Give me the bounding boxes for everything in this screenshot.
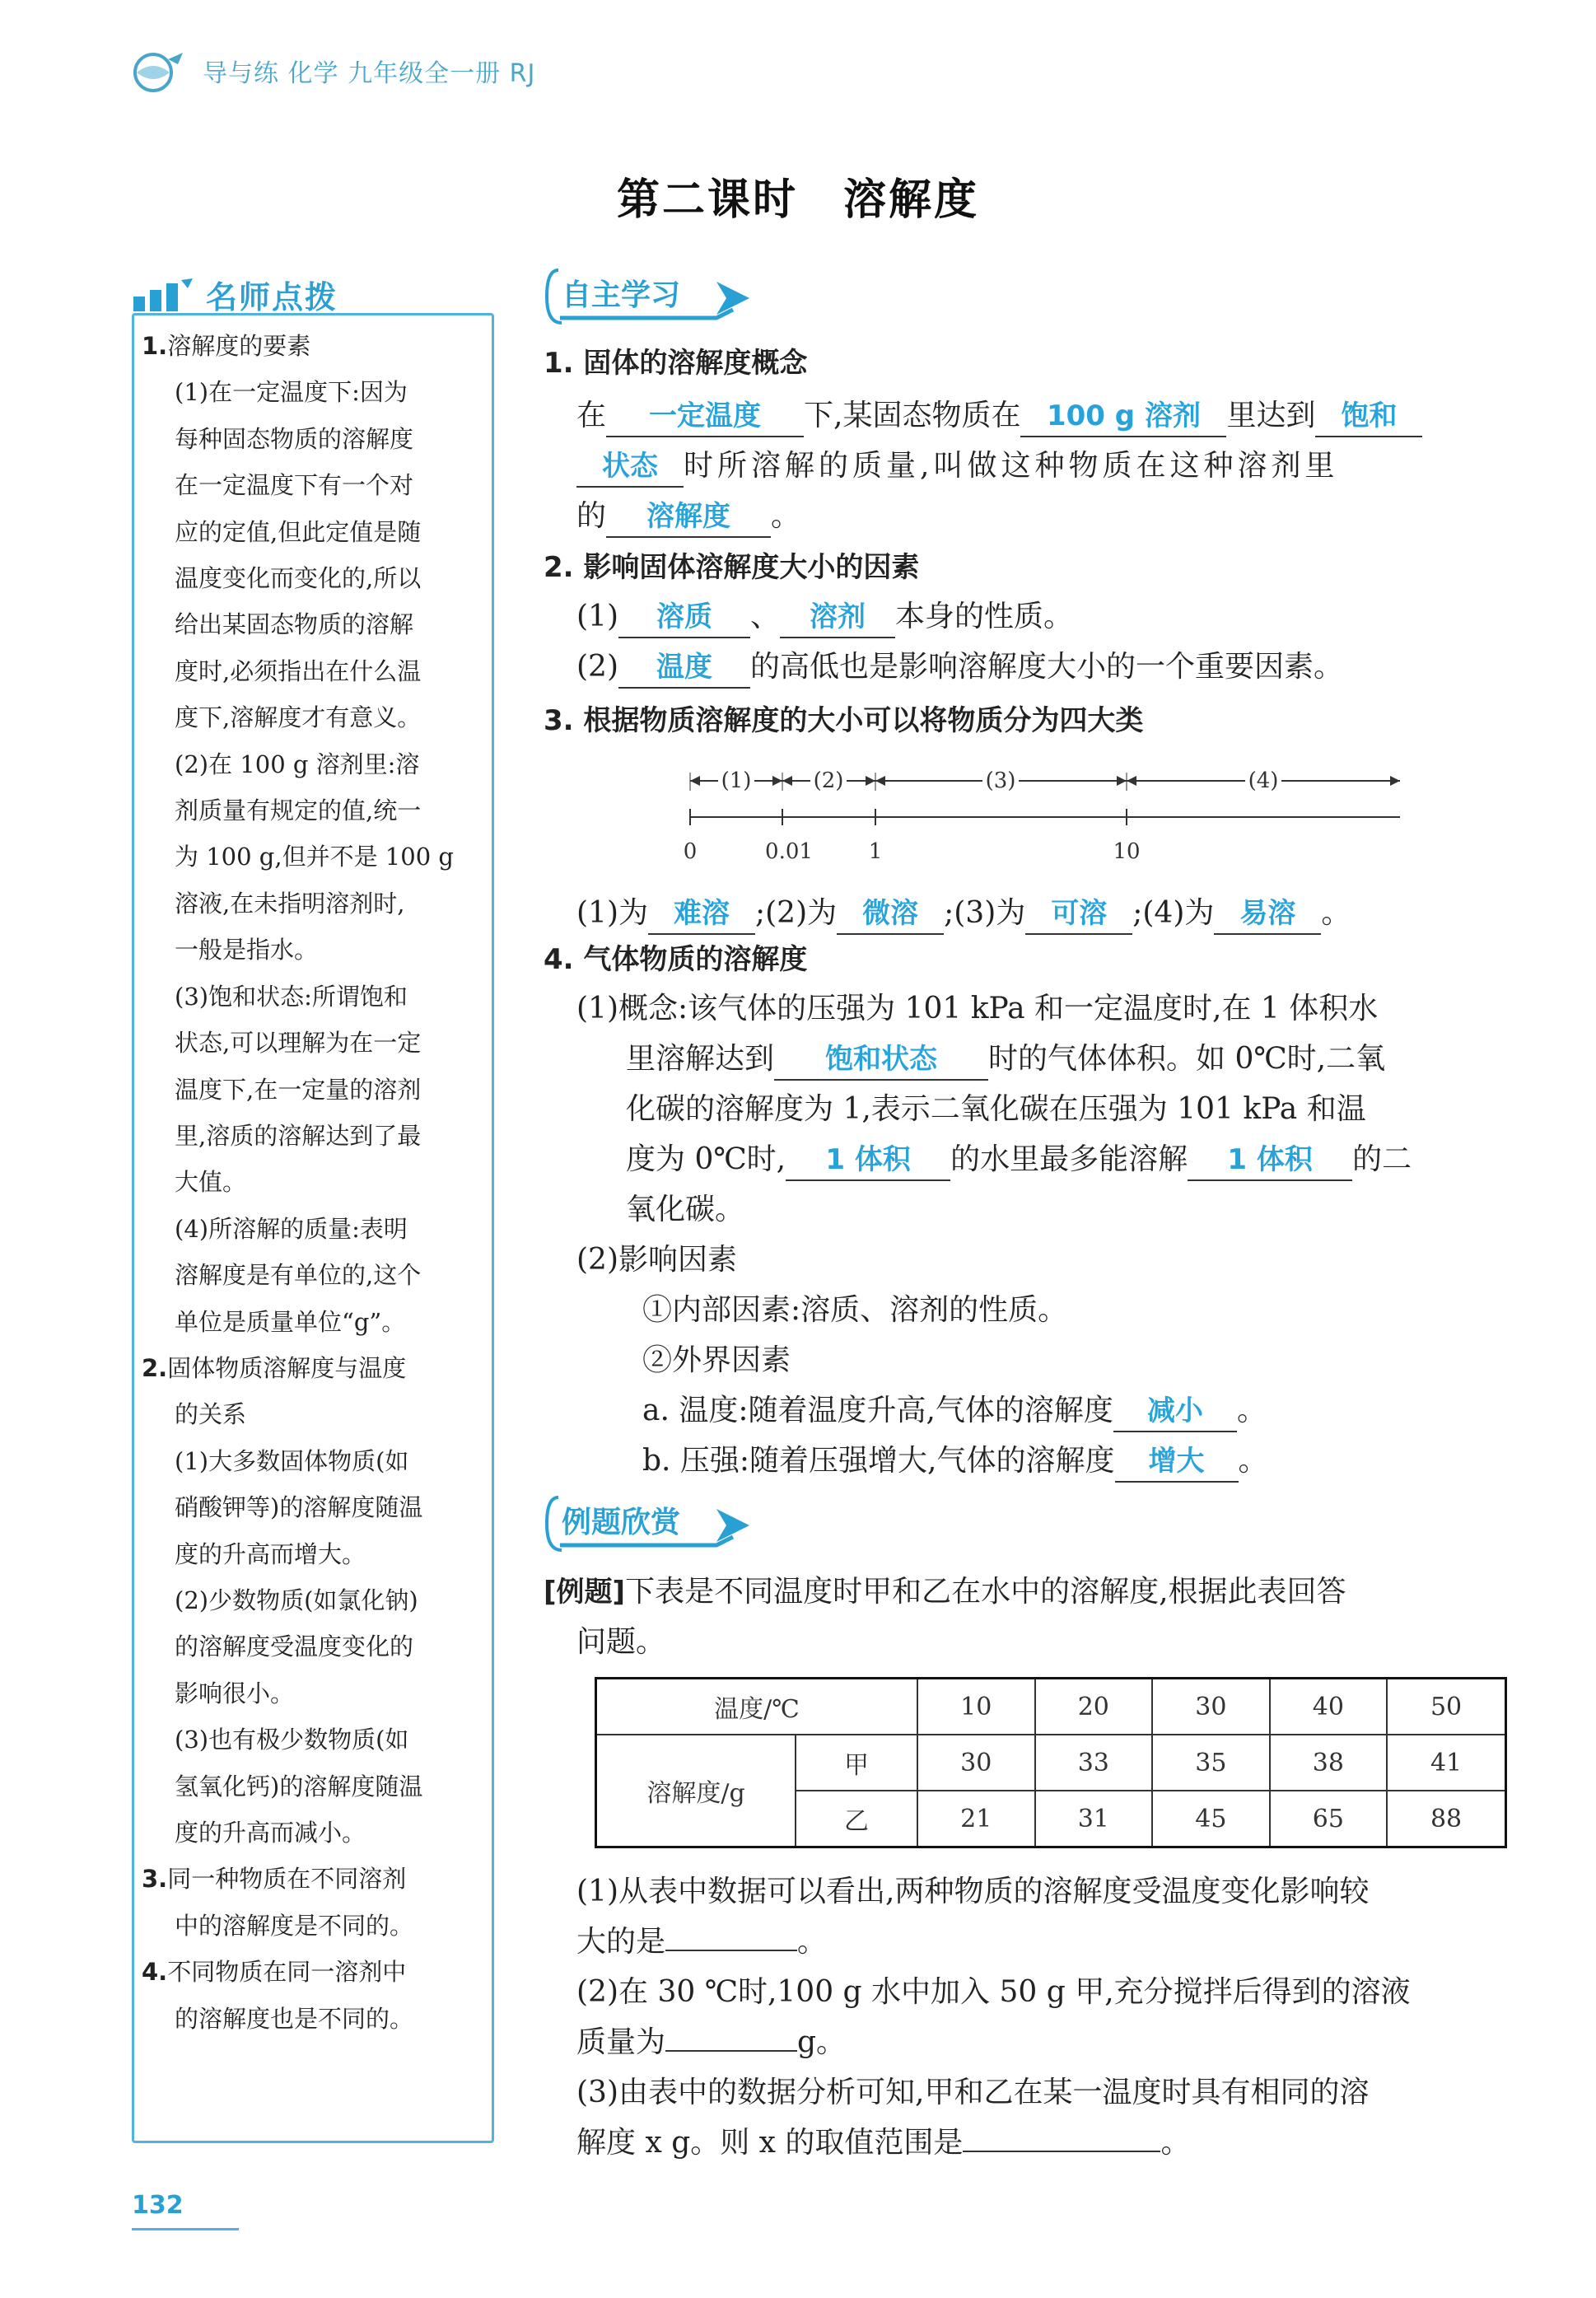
example-label: 例题欣赏 bbox=[562, 1506, 681, 1539]
table-cell: 33 bbox=[1035, 1735, 1153, 1791]
sidebar-line: 溶解度是有单位的,这个 bbox=[175, 1261, 422, 1290]
sidebar-line: 度的升高而增大。 bbox=[175, 1539, 366, 1568]
table-cell: 50 bbox=[1387, 1679, 1505, 1735]
sidebar-line: 在一定温度下有一个对 bbox=[175, 471, 414, 500]
sidebar-line: 3.同一种物质在不同溶剂 bbox=[142, 1865, 407, 1894]
sidebar-content bbox=[142, 323, 488, 2042]
example-tag bbox=[544, 1492, 758, 1555]
table-cell: 38 bbox=[1270, 1735, 1388, 1791]
sidebar-line: 影响很小。 bbox=[175, 1679, 295, 1707]
sidebar-line: 度下,溶解度才有意义。 bbox=[175, 703, 422, 732]
sidebar-line: 溶液,在未指明溶剂时, bbox=[175, 889, 405, 918]
page-title: 第二课时 溶解度 bbox=[616, 175, 979, 225]
sidebar-line: 硝酸钾等)的溶解度随温 bbox=[175, 1493, 423, 1522]
scale-label: (1) bbox=[721, 768, 752, 793]
question-4: 4. 气体物质的溶解度 (1)概念:该气体的压强为 101 kPa 和一定温度时,在 1 体积水 里溶解达到 饱和状态 时的气体体积。如 0℃时,二氧 化碳的溶解度为 1,表示二氧化碳在压强为 101 kPa 和温 度为 0℃时, 1 体积 的水里最多能溶解 1 体积 的二 氧化碳。 (2)影响因素 ①内部因素:溶质、溶剂的性质。 ②外界因素 a. 温度:随着温度升高,气体的溶解度 减小 。 b. 压强:随着压强增大,气体的溶解度 增大 。 bbox=[544, 936, 1515, 1486]
sidebar-line: 的关系 bbox=[175, 1400, 247, 1429]
answer-blank: 可溶 bbox=[1025, 894, 1132, 935]
sidebar-line: (2)少数物质(如氯化钠) bbox=[175, 1586, 418, 1614]
solubility-scale bbox=[675, 758, 1416, 873]
sidebar-line: (3)也有极少数物质(如 bbox=[175, 1726, 409, 1754]
scale-tick: 10 bbox=[1113, 839, 1141, 864]
table-cell: 30 bbox=[917, 1735, 1035, 1791]
scale-label: (4) bbox=[1248, 768, 1279, 793]
answer-blank: 难溶 bbox=[648, 894, 755, 935]
answer-blank[interactable] bbox=[963, 2118, 1160, 2152]
question-3-answers: (1)为 难溶 ;(2)为 微溶 ;(3)为 可溶 ;(4)为 易溶 。 bbox=[544, 888, 1515, 938]
question-1: 1. 固体的溶解度概念 在 一定温度 下,某固态物质在 100 g 溶剂 里达到 饱和 状态 时所溶解的质量,叫做这种物质在这种溶剂里 的 溶解度 。 bbox=[544, 339, 1515, 541]
sidebar-line: (2)在 100 g 溶剂里:溶 bbox=[175, 750, 420, 778]
example-subquestions: (1)从表中数据可以看出,两种物质的溶解度受温度变化影响较 大的是 。 (2)在 30 ℃时,100 g 水中加入 50 g 甲,充分搅拌后得到的溶液 质量为 g。 (3)由表中的数据分析可知,甲和乙在某一温度时具有相同的溶 解度 x g。则 x 的取值范围是 。 bbox=[576, 1875, 1411, 2160]
sidebar-line: 应的定值,但此定值是随 bbox=[175, 517, 422, 546]
self-study-tag bbox=[544, 265, 758, 328]
page-number-rule bbox=[132, 2228, 239, 2230]
scale-tick: 0.01 bbox=[765, 839, 813, 864]
sidebar-line: 氢氧化钙)的溶解度随温 bbox=[175, 1772, 423, 1801]
sidebar-line: 剂质量有规定的值,统一 bbox=[175, 796, 422, 825]
sidebar-line: (1)在一定温度下:因为 bbox=[175, 378, 408, 407]
table-header: 温度/℃ bbox=[596, 1679, 918, 1735]
sidebar-line: 1.溶解度的要素 bbox=[142, 332, 311, 360]
table-cell: 10 bbox=[917, 1679, 1035, 1735]
answer-blank[interactable] bbox=[665, 2017, 797, 2052]
page-number: 132 bbox=[132, 2191, 184, 2220]
sidebar-line: 温度变化而变化的,所以 bbox=[175, 564, 422, 593]
table-cell: 45 bbox=[1152, 1791, 1270, 1847]
table-cell: 41 bbox=[1387, 1735, 1505, 1791]
table-cell: 35 bbox=[1152, 1735, 1270, 1791]
book-title: 导与练 化学 九年级全一册 RJ bbox=[203, 59, 536, 88]
answer-blank: 微溶 bbox=[837, 894, 944, 935]
pencil-bars-icon bbox=[132, 277, 198, 313]
header bbox=[124, 48, 535, 94]
answer-blank: 温度 bbox=[618, 647, 750, 689]
sidebar-line: 的溶解度受温度变化的 bbox=[175, 1632, 414, 1661]
answer-blank: 100 g 溶剂 bbox=[1020, 396, 1226, 437]
answer-blank: 一定温度 bbox=[606, 396, 804, 437]
sidebar-line: 中的溶解度是不同的。 bbox=[175, 1911, 414, 1940]
sidebar-line: 单位是质量单位“g”。 bbox=[175, 1307, 406, 1336]
table-cell: 31 bbox=[1035, 1791, 1153, 1847]
answer-blank: 溶质 bbox=[618, 597, 750, 638]
q1-heading: 1. 固体的溶解度概念 bbox=[544, 347, 808, 380]
table-row-label: 甲 bbox=[796, 1735, 917, 1791]
sidebar-line: (1)大多数固体物质(如 bbox=[175, 1446, 409, 1475]
globe-logo-icon bbox=[124, 48, 189, 94]
table-header: 溶解度/g bbox=[596, 1735, 796, 1847]
answer-blank: 溶剂 bbox=[780, 597, 895, 638]
sidebar-line: 状态,可以理解为在一定 bbox=[175, 1029, 422, 1058]
table-cell: 21 bbox=[917, 1791, 1035, 1847]
sidebar-line: 大值。 bbox=[175, 1168, 247, 1197]
answer-blank: 饱和 bbox=[1315, 396, 1422, 437]
answer-blank: 状态 bbox=[576, 446, 684, 488]
table-cell: 65 bbox=[1270, 1791, 1388, 1847]
answer-blank: 增大 bbox=[1115, 1441, 1239, 1483]
sidebar-line: 每种固态物质的溶解度 bbox=[175, 424, 414, 453]
self-study-label: 自主学习 bbox=[562, 278, 681, 312]
sidebar-line: 4.不同物质在同一溶剂中 bbox=[142, 1958, 407, 1987]
sidebar-line: 度时,必须指出在什么温 bbox=[175, 656, 422, 685]
example-intro: [例题]下表是不同温度时甲和乙在水中的溶解度,根据此表回答 问题。 bbox=[544, 1575, 1346, 1659]
answer-blank: 减小 bbox=[1113, 1391, 1237, 1432]
answer-blank: 溶解度 bbox=[606, 497, 771, 538]
table-cell: 88 bbox=[1387, 1791, 1505, 1847]
scale-tick: 0 bbox=[683, 839, 698, 864]
sidebar-line: (3)饱和状态:所谓饱和 bbox=[175, 982, 408, 1011]
table-cell: 30 bbox=[1152, 1679, 1270, 1735]
sidebar-line: 度的升高而减小。 bbox=[175, 1819, 366, 1847]
answer-blank: 1 体积 bbox=[1188, 1140, 1352, 1181]
scale-label: (2) bbox=[813, 768, 844, 793]
answer-blank: 1 体积 bbox=[786, 1140, 950, 1181]
sidebar-line: 给出某固态物质的溶解 bbox=[175, 610, 414, 639]
sidebar-line: 为 100 g,但并不是 100 g bbox=[175, 843, 454, 871]
answer-blank: 饱和状态 bbox=[774, 1039, 988, 1081]
sidebar-line: 温度下,在一定量的溶剂 bbox=[175, 1075, 422, 1104]
table-row-label: 乙 bbox=[796, 1791, 917, 1847]
scale-label: (3) bbox=[985, 768, 1016, 793]
table-cell: 40 bbox=[1270, 1679, 1388, 1735]
solubility-table bbox=[595, 1677, 1507, 1848]
answer-blank: 易溶 bbox=[1214, 894, 1321, 935]
answer-blank[interactable] bbox=[665, 1917, 797, 1951]
sidebar-line: 一般是指水。 bbox=[175, 936, 319, 965]
question-3: 3. 根据物质溶解度的大小可以将物质分为四大类 bbox=[544, 704, 1144, 737]
sidebar-line: (4)所溶解的质量:表明 bbox=[175, 1214, 408, 1243]
table-cell: 20 bbox=[1035, 1679, 1153, 1735]
sidebar-line: 里,溶质的溶解达到了最 bbox=[175, 1121, 422, 1150]
sidebar-line: 2.固体物质溶解度与温度 bbox=[142, 1353, 407, 1382]
question-2: 2. 影响固体溶解度大小的因素 (1) 溶质 、 溶剂 本身的性质。 (2) 温度 的高低也是影响溶解度大小的一个重要因素。 bbox=[544, 544, 1515, 692]
sidebar-heading: 名师点拨 bbox=[132, 272, 338, 317]
sidebar-line: 的溶解度也是不同的。 bbox=[175, 2004, 414, 2033]
scale-tick: 1 bbox=[868, 839, 883, 864]
